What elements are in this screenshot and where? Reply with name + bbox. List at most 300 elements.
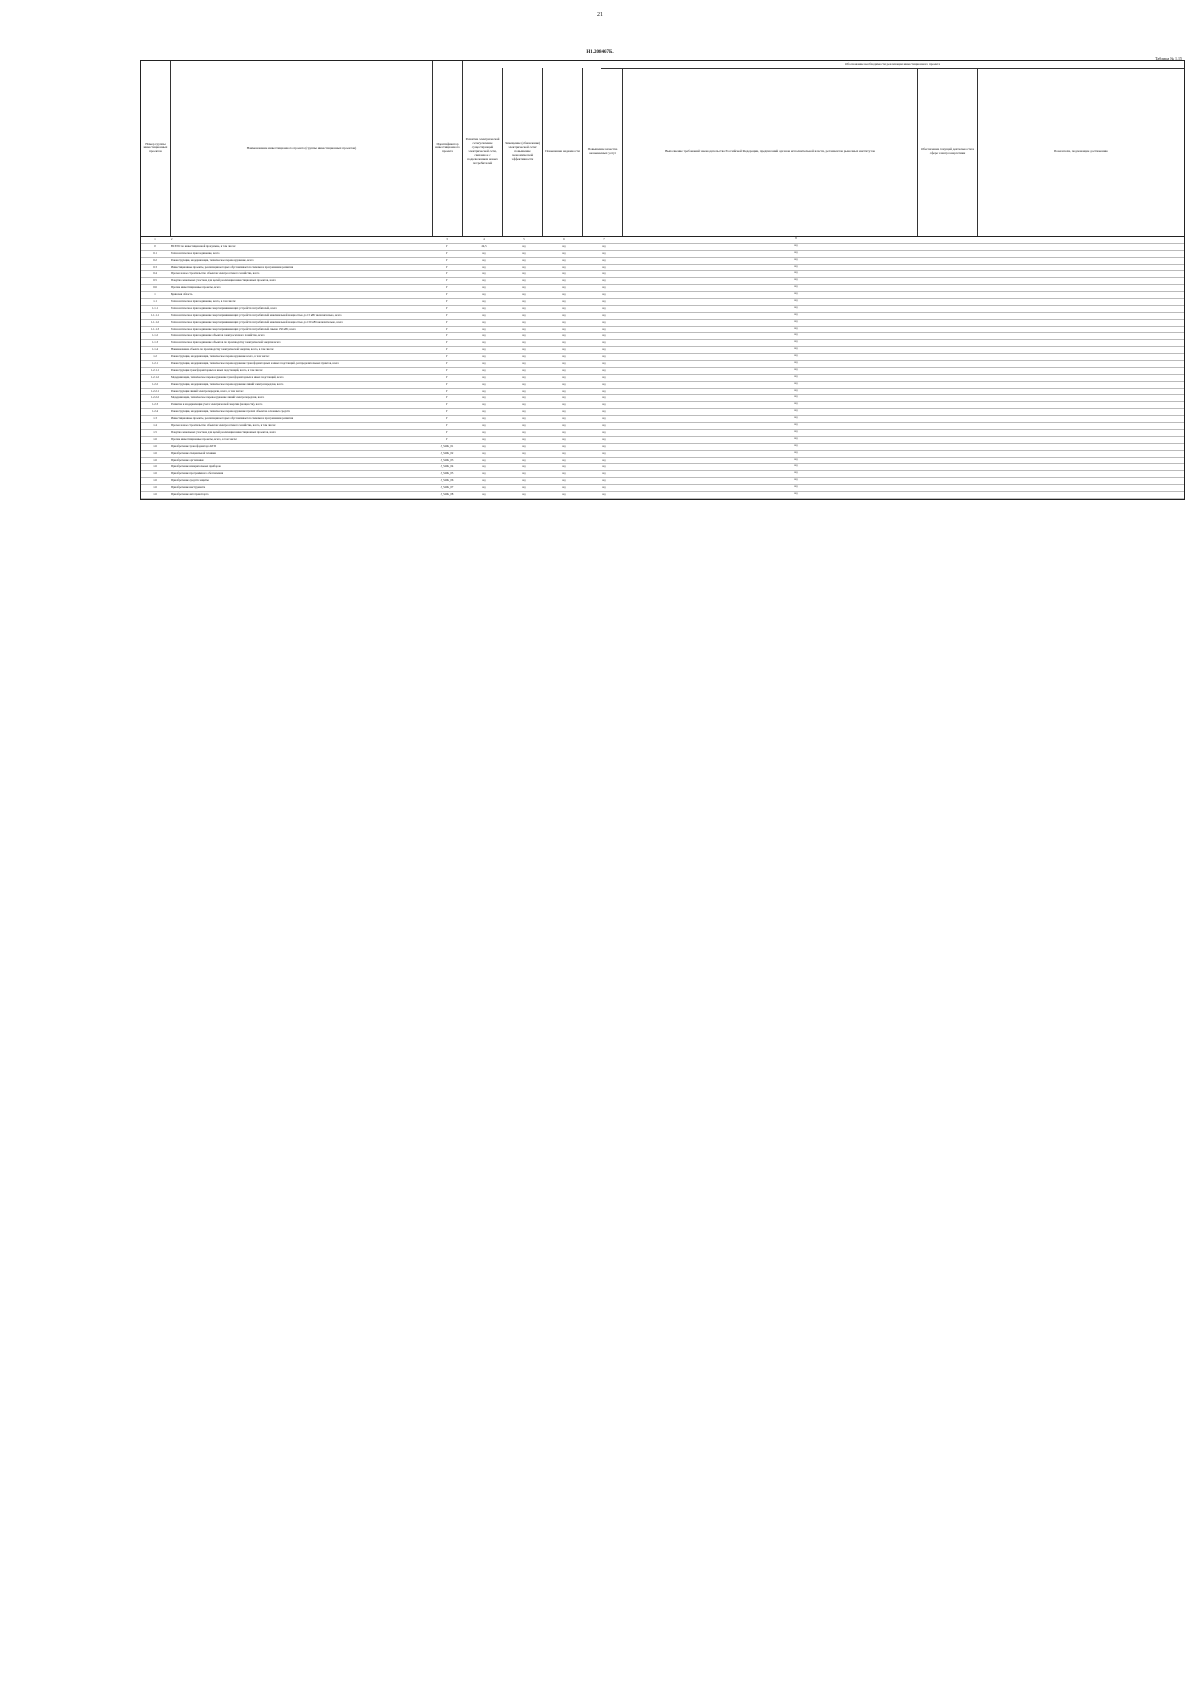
row-value: нд (522, 264, 526, 269)
row-number: 0.2 (153, 257, 157, 262)
header-quality: Повышение качества оказываемых услуг (583, 68, 623, 236)
row-number: 1.2.4 (152, 409, 158, 414)
table-label: Таблица № 1.15 (1155, 56, 1182, 61)
row-value: нд (602, 264, 606, 269)
row-reason: 8 (795, 237, 797, 240)
row-value: нд (602, 354, 606, 359)
row-value: нд (562, 409, 566, 414)
row-value: нд (482, 416, 486, 421)
row-value: нд (602, 402, 606, 407)
table-row (141, 299, 1184, 306)
row-reason: нд (794, 457, 798, 461)
row-value: нд (602, 485, 606, 490)
row-name: Технологическое присоединение энергопринимающих устройств потребителей максимальной мощностью до 15 кВт включительно, всего (171, 312, 342, 317)
row-name: Реконструкция трансформаторных и иных подстанций, всего, в том числе: (171, 367, 263, 372)
row-value: нд (522, 354, 526, 359)
row-value: нд (522, 409, 526, 414)
table-row (141, 423, 1184, 430)
row-id: Г (446, 271, 448, 276)
table-row (141, 292, 1184, 299)
row-value: нд (522, 333, 526, 338)
row-number: 1.6 (153, 457, 157, 462)
row-number: 1.2.2.1 (151, 388, 159, 393)
row-name: Прочее новое строительство объектов электросетевого хозяйства, всего, в том числе: (171, 423, 276, 428)
row-value: нд (602, 347, 606, 352)
row-number: 1.1 (153, 299, 157, 304)
row-id: J_SOK_03 (440, 457, 454, 462)
row-value: нд (602, 388, 606, 393)
row-value: нд (602, 361, 606, 366)
row-reason: нд (794, 478, 798, 482)
row-name: 2 (171, 237, 173, 241)
row-name: Приобретение инструмента (171, 485, 206, 490)
row-value: нд (482, 436, 486, 441)
row-reason: нд (794, 257, 798, 261)
row-value: нд (522, 367, 526, 372)
row-name: Технологическое присоединение энергопринимающих устройств потребителей, всего (171, 305, 278, 310)
row-value: нд (562, 305, 566, 310)
row-value: нд (562, 292, 566, 297)
row-number: 1 (154, 237, 156, 241)
row-id: Г (446, 354, 448, 359)
row-value: нд (522, 326, 526, 331)
row-name: ВСЕГО по инвестиционной программе, в том числе: (171, 243, 236, 248)
row-number: 1.6 (153, 471, 157, 476)
row-value: нд (522, 271, 526, 276)
row-value: нд (482, 367, 486, 372)
table-row (141, 492, 1184, 499)
row-value: нд (602, 443, 606, 448)
table-row (141, 464, 1184, 471)
row-value: нд (562, 250, 566, 255)
row-id: Г (446, 312, 448, 317)
row-value: нд (482, 361, 486, 366)
row-id: Г (446, 326, 448, 331)
table-row (141, 361, 1184, 368)
row-value: нд (482, 388, 486, 393)
row-value: нд (522, 478, 526, 483)
table-row (141, 437, 1184, 444)
row-value: нд (562, 347, 566, 352)
row-number: 1.2.2.2 (151, 395, 159, 400)
row-value: нд (602, 381, 606, 386)
row-number: 1.2.2 (152, 381, 158, 386)
row-value: нд (522, 429, 526, 434)
row-value: нд (602, 257, 606, 262)
row-reason: нд (794, 464, 798, 468)
row-value: нд (522, 285, 526, 290)
header-reliability: Повышение надежности (543, 68, 583, 236)
row-value: нд (522, 491, 526, 496)
row-number: 1.1.2 (152, 333, 158, 338)
header-project-name: Наименование инвестиционного проекта (группы инвестиционных проектов) (171, 61, 433, 236)
row-value: нд (602, 340, 606, 345)
row-value: нд (602, 423, 606, 428)
row-reason: нд (794, 333, 798, 337)
row-value: 5 (523, 237, 525, 241)
row-value: нд (522, 388, 526, 393)
row-value: нд (562, 319, 566, 324)
row-reason: нд (794, 423, 798, 427)
row-id: Г (446, 402, 448, 407)
row-value: нд (522, 450, 526, 455)
table-row (141, 354, 1184, 361)
row-id: Г (446, 429, 448, 434)
header-group-number: Номер группы инвестиционных проектов (141, 61, 171, 236)
row-id: J_SOK_02 (440, 450, 454, 455)
row-value: нд (482, 374, 486, 379)
row-number: 1.1.1.1 (151, 312, 159, 317)
row-id: Г (446, 319, 448, 324)
row-reason: нд (794, 436, 798, 440)
row-value: нд (522, 381, 526, 386)
row-value: нд (562, 374, 566, 379)
row-name: Приобретение трансформатора КТП (171, 443, 216, 448)
row-value: нд (482, 271, 486, 276)
row-value: нд (562, 340, 566, 345)
row-value: нд (562, 361, 566, 366)
row-value: нд (602, 478, 606, 483)
row-id: 3 (446, 237, 448, 241)
row-number: 0.3 (153, 264, 157, 269)
row-value: 24,5 (481, 243, 487, 248)
row-name: Прочие инвестиционные проекты, всего, в том числе: (171, 436, 238, 441)
table-row (141, 237, 1184, 244)
row-id: J_SOK_04 (440, 464, 454, 469)
row-value: нд (602, 450, 606, 455)
row-reason: нд (794, 285, 798, 289)
row-number: 1.2.1.2 (151, 374, 159, 379)
row-value: нд (562, 485, 566, 490)
row-name: Технологическое присоединение энергопринимающих устройств потребителей максимальной мощностью до 150 кВт включительно, всего (171, 319, 344, 324)
row-name: Реконструкция, модернизация, техническое перевооружение прочих объектов основных средств (171, 409, 290, 414)
row-value: нд (562, 450, 566, 455)
row-name: Приобретение программного обеспечения (171, 471, 224, 476)
row-reason: нд (794, 367, 798, 371)
row-value: нд (482, 326, 486, 331)
row-number: 1.4 (153, 423, 157, 428)
row-id: Г (446, 340, 448, 345)
table-row (141, 320, 1184, 327)
table-row (141, 382, 1184, 389)
row-name: Развитие и модернизация учета электрической энергии (мощности), всего (171, 402, 263, 407)
row-reason: нд (794, 312, 798, 316)
row-value: нд (482, 305, 486, 310)
row-reason: нд (794, 250, 798, 254)
row-number: 1.1.4 (152, 347, 158, 352)
row-value: нд (602, 285, 606, 290)
row-name: Приобретение средств защиты (171, 478, 209, 483)
header-replacement: Замещение (обновление) электрической сети/повышение экономической эффективности (503, 68, 543, 236)
row-value: нд (522, 457, 526, 462)
row-id: Г (446, 388, 448, 393)
row-number: 1.5 (153, 429, 157, 434)
row-value: нд (602, 305, 606, 310)
row-value: нд (522, 416, 526, 421)
row-value: нд (522, 292, 526, 297)
table-row (141, 409, 1184, 416)
row-id: Г (446, 264, 448, 269)
row-value: нд (482, 333, 486, 338)
row-reason: нд (794, 395, 798, 399)
row-value: нд (602, 292, 606, 297)
table-row (141, 258, 1184, 265)
header-indicators: Показатели, подлежащие достижению (1054, 149, 1108, 154)
table-row (141, 375, 1184, 382)
row-value: нд (522, 443, 526, 448)
row-reason: нд (794, 491, 798, 495)
row-reason: нд (794, 409, 798, 413)
row-value: нд (482, 319, 486, 324)
row-value: нд (602, 319, 606, 324)
row-id: Г (446, 374, 448, 379)
row-id: Г (446, 409, 448, 414)
row-id: J_SOK_01 (440, 443, 454, 448)
table-row (141, 416, 1184, 423)
row-reason: нд (794, 278, 798, 282)
row-value: нд (482, 340, 486, 345)
row-value: нд (562, 381, 566, 386)
row-value: нд (482, 312, 486, 317)
row-id: Г (446, 278, 448, 283)
row-value: нд (522, 340, 526, 345)
row-value: нд (482, 299, 486, 304)
row-value: нд (562, 443, 566, 448)
row-value: нд (482, 264, 486, 269)
row-value: нд (482, 491, 486, 496)
row-value: нд (602, 457, 606, 462)
row-value: нд (482, 457, 486, 462)
row-value: нд (522, 278, 526, 283)
document-title: Н1.208467Б. (586, 50, 614, 55)
row-name: Приобретение измерительных приборов (171, 464, 221, 469)
row-value: нд (522, 436, 526, 441)
row-value: нд (522, 257, 526, 262)
row-value: нд (522, 402, 526, 407)
row-value: нд (482, 485, 486, 490)
row-value: нд (562, 395, 566, 400)
row-value: нд (522, 305, 526, 310)
row-number: 0.1 (153, 250, 157, 255)
row-name: Прочие инвестиционные проекты, всего (171, 285, 221, 290)
row-value: нд (562, 429, 566, 434)
row-name: Реконструкция, модернизация, техническое перевооружение трансформаторных и иных подстанций, распределительных пунктов, всего (171, 361, 340, 366)
row-name: Модернизация, техническое перевооружение трансформаторных и иных подстанций, всего (171, 374, 284, 379)
row-value: нд (602, 464, 606, 469)
row-number: 1.2.1 (152, 361, 158, 366)
row-name: Модернизация, техническое перевооружение линий электропередачи, всего (171, 395, 265, 400)
row-name: Реконструкция линий электропередачи, всего, в том числе: (171, 388, 244, 393)
table-row (141, 244, 1184, 251)
row-reason: нд (794, 243, 798, 247)
row-value: нд (602, 326, 606, 331)
table-row (141, 347, 1184, 354)
row-value: нд (602, 367, 606, 372)
row-value: нд (562, 278, 566, 283)
row-id: Г (446, 243, 448, 248)
row-value: нд (562, 285, 566, 290)
row-value: нд (482, 395, 486, 400)
row-reason: нд (794, 361, 798, 365)
row-id: J_SOK_08 (440, 491, 454, 496)
row-value: нд (482, 429, 486, 434)
row-id: Г (446, 292, 448, 297)
row-name: Технологическое присоединение, всего (171, 250, 220, 255)
row-reason: нд (794, 471, 798, 475)
header-project-id: Идентификатор инвестиционного проекта (433, 61, 463, 236)
row-name: Покупка земельных участков для целей реализации инвестиционных проектов, всего (171, 429, 277, 434)
row-id: Г (446, 347, 448, 352)
header-development: Развитие электрической сети/усиление существующей электрической сети, связанное с подключением новых потребителей (463, 68, 503, 236)
row-value: нд (522, 347, 526, 352)
row-value: нд (562, 257, 566, 262)
row-value: нд (482, 423, 486, 428)
row-number: 1.6 (153, 450, 157, 455)
table-row (141, 471, 1184, 478)
row-value: нд (562, 457, 566, 462)
row-value: нд (602, 436, 606, 441)
row-reason: нд (794, 416, 798, 420)
row-value: нд (522, 312, 526, 317)
row-reason: нд (794, 271, 798, 275)
row-reason: нд (794, 292, 798, 296)
row-number: 1.1.3 (152, 340, 158, 345)
row-value: нд (602, 243, 606, 248)
row-number: 1.2 (153, 354, 157, 359)
row-number: 1.6 (153, 436, 157, 441)
row-value: нд (482, 381, 486, 386)
row-number: 1.1.1 (152, 305, 158, 310)
row-value: нд (602, 299, 606, 304)
row-reason: нд (794, 299, 798, 303)
header-current-activity: Обеспечение текущей деятельности в сфере электроэнергетики (918, 68, 978, 236)
table-row (141, 402, 1184, 409)
row-reason: нд (794, 347, 798, 351)
table-row (141, 478, 1184, 485)
table-row (141, 430, 1184, 437)
row-value: нд (562, 354, 566, 359)
table-row (141, 340, 1184, 347)
row-value: нд (602, 250, 606, 255)
row-id: Г (446, 416, 448, 421)
row-reason: нд (794, 354, 798, 358)
row-value: 4 (483, 237, 485, 241)
row-value: нд (522, 471, 526, 476)
table-row (141, 306, 1184, 313)
header-justification-group: Обоснование необходимости реализации инвестиционного проекта (601, 61, 1184, 69)
row-number: 1.2.3 (152, 402, 158, 407)
row-value: нд (562, 478, 566, 483)
row-id: Г (446, 250, 448, 255)
row-value: нд (482, 347, 486, 352)
row-value: нд (482, 464, 486, 469)
row-value: нд (602, 271, 606, 276)
row-value: нд (522, 319, 526, 324)
row-value: нд (482, 409, 486, 414)
row-value: нд (562, 471, 566, 476)
row-value: нд (602, 491, 606, 496)
row-value: нд (482, 478, 486, 483)
row-value: нд (562, 436, 566, 441)
row-value: нд (562, 326, 566, 331)
row-value: нд (482, 443, 486, 448)
table-row (141, 251, 1184, 258)
row-value: нд (482, 471, 486, 476)
row-reason: нд (794, 326, 798, 330)
row-value: нд (482, 278, 486, 283)
investment-table (140, 60, 1185, 500)
row-value: нд (562, 423, 566, 428)
row-id: J_SOK_06 (440, 478, 454, 483)
row-value: нд (602, 374, 606, 379)
row-value: нд (482, 402, 486, 407)
row-id: Г (446, 423, 448, 428)
table-row (141, 313, 1184, 320)
row-number: 1.1.1.3 (151, 326, 159, 331)
row-id: Г (446, 333, 448, 338)
row-reason: нд (794, 340, 798, 344)
row-id: Г (446, 395, 448, 400)
row-number: 0.5 (153, 278, 157, 283)
row-value: нд (562, 388, 566, 393)
row-number: 1.3 (153, 416, 157, 421)
row-number: 0 (154, 243, 156, 248)
row-reason: нд (794, 374, 798, 378)
row-number: 1.6 (153, 485, 157, 490)
row-value: нд (562, 491, 566, 496)
table-row (141, 485, 1184, 492)
row-reason: нд (794, 485, 798, 489)
row-value: 7 (603, 237, 605, 241)
row-name: Приобретение автотранспорта (171, 491, 209, 496)
row-id: Г (446, 299, 448, 304)
row-value: нд (482, 292, 486, 297)
row-value: нд (562, 402, 566, 407)
row-name: Инвестиционные проекты, реализация которых обуславливается схемами и программами развития (171, 264, 294, 269)
row-value: нд (522, 374, 526, 379)
row-id: Г (446, 367, 448, 372)
row-number: 1 (154, 292, 156, 297)
row-name: Приобретение специальной техники (171, 450, 216, 455)
row-name: Брянская область (171, 292, 193, 297)
table-row (141, 285, 1184, 292)
row-value: нд (562, 271, 566, 276)
row-value: нд (522, 395, 526, 400)
table-body (141, 237, 1184, 499)
row-value: нд (482, 257, 486, 262)
row-name: Покупка земельных участков для целей реализации инвестиционных проектов, всего (171, 278, 277, 283)
row-name: Приобретение оргтехники (171, 457, 204, 462)
row-number: 1.6 (153, 478, 157, 483)
row-id: J_SOK_05 (440, 471, 454, 476)
row-value: нд (482, 354, 486, 359)
row-id: J_SOK_07 (440, 485, 454, 490)
row-reason: нд (794, 450, 798, 454)
row-number: 1.2.1.1 (151, 367, 159, 372)
row-value: нд (482, 450, 486, 455)
row-value: нд (602, 471, 606, 476)
row-value: нд (522, 464, 526, 469)
row-value: нд (522, 423, 526, 428)
row-value: нд (602, 278, 606, 283)
row-name: Технологическое присоединение, всего, в том числе: (171, 299, 236, 304)
row-name: Наименование объекта по производству электрической энергии, всего, в том числе: (171, 347, 274, 352)
header-legal-requirements: Выполнение требований законодательства Российской Федерации, предписаний органов исполнительной власти, регламентов рыночных институтов (623, 68, 918, 236)
row-reason: нд (794, 381, 798, 385)
row-value: нд (522, 299, 526, 304)
table-row (141, 444, 1184, 451)
row-value: нд (522, 361, 526, 366)
